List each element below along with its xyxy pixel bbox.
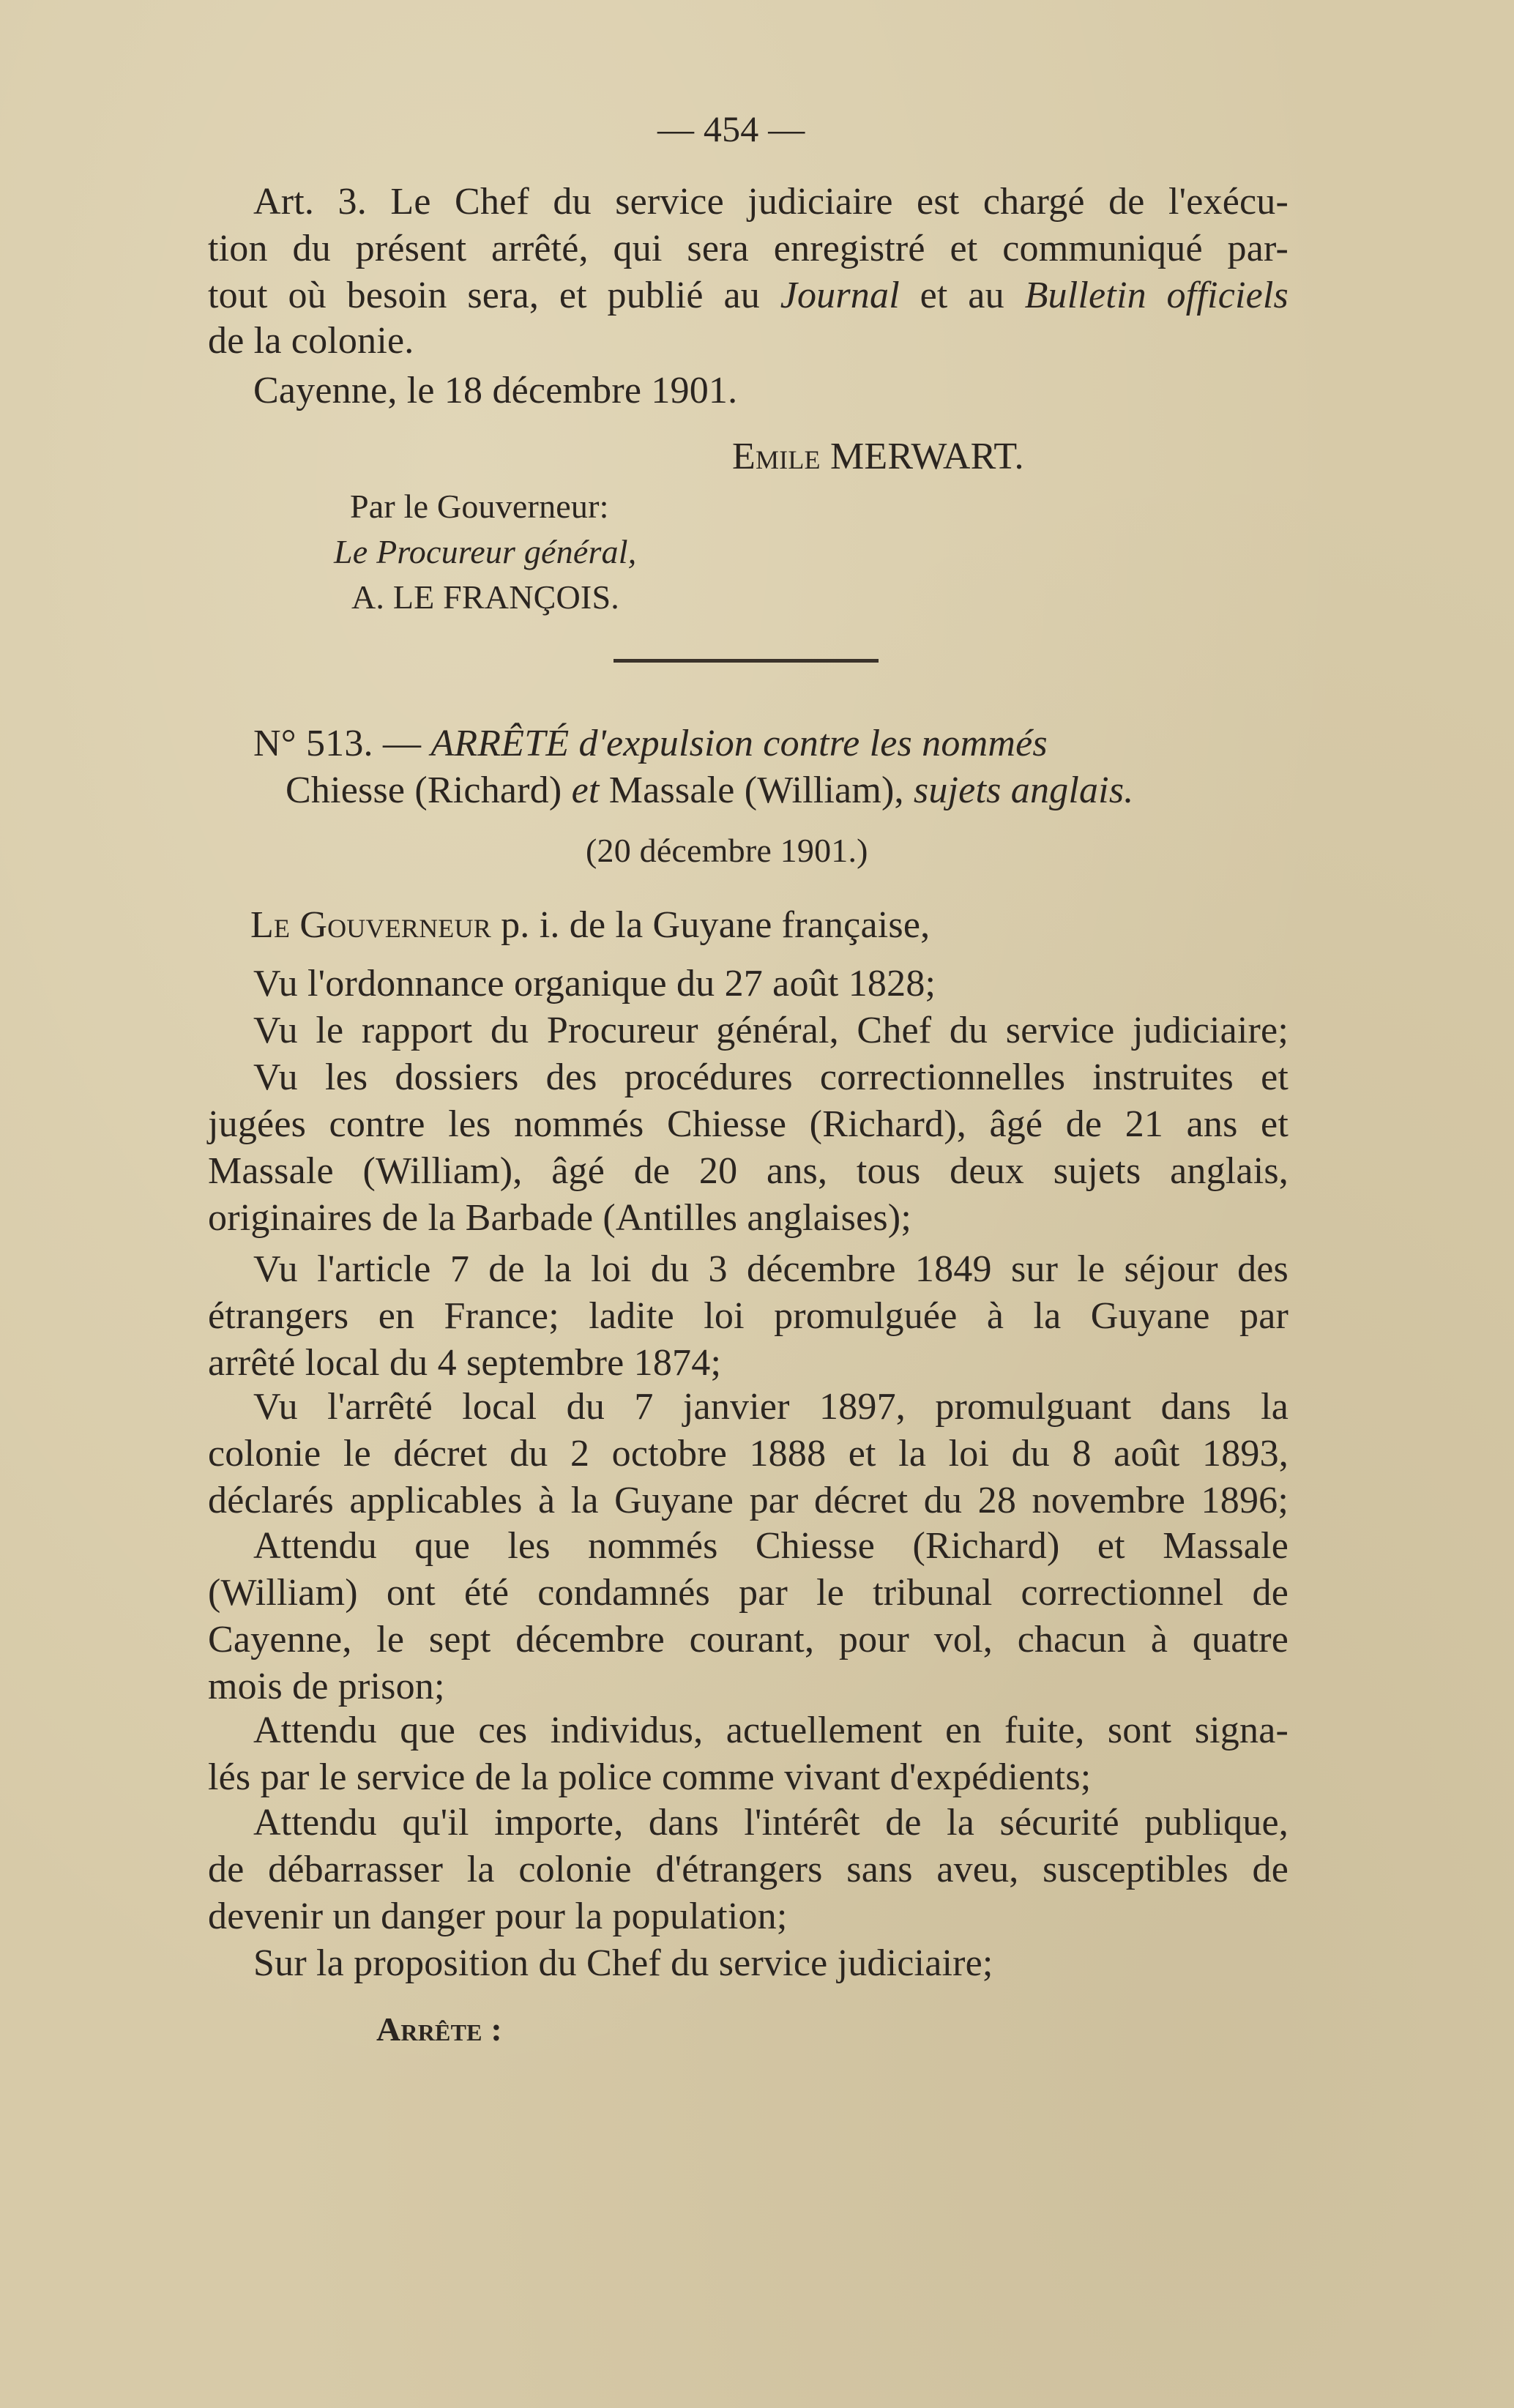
procureur-title: Le Procureur général,: [334, 533, 637, 570]
decree-heading-2-b: Massale (William),: [599, 769, 914, 811]
art3-line-3-a: tout où besoin sera, et publié au: [208, 275, 780, 316]
art3-line-4: de la colonie.: [208, 320, 414, 362]
vu-article-2: étrangers en France; ladite loi promulguée à la Guyane par: [208, 1295, 1289, 1337]
art3-line-1: Art. 3. Le Chef du service judiciaire est chargé de l'exécu-: [253, 181, 1289, 223]
page-number: — 454 —: [657, 108, 805, 149]
vu-dossiers-2: jugées contre les nommés Chiesse (Richard), âgé de 21 ans et: [208, 1103, 1289, 1145]
vu-dossiers-1: Vu les dossiers des procédures correctionnelles instruites et: [253, 1056, 1289, 1098]
attendu-condamnes-3: Cayenne, le sept décembre courant, pour vol, chacun à quatre: [208, 1619, 1289, 1660]
decree-heading-2: [286, 767, 1133, 814]
attendu-securite-2: de débarrasser la colonie d'étrangers sans aveu, susceptibles de: [208, 1849, 1289, 1890]
decree-date: (20 décembre 1901.): [586, 832, 868, 869]
attendu-securite-3: devenir un danger pour la population;: [208, 1896, 788, 1937]
art3-line-3-b: et au: [899, 275, 1025, 316]
signatory-name: Emile MERWART.: [732, 436, 1024, 477]
section-divider: [614, 659, 879, 663]
place-date: Cayenne, le 18 décembre 1901.: [253, 370, 738, 411]
gouverneur-rest: p. i. de la Guyane française,: [491, 904, 931, 946]
decree-heading-2-a: Chiesse (Richard): [286, 769, 572, 811]
decree-heading-2-et: et: [571, 769, 600, 811]
vu-ordonnance: Vu l'ordonnance organique du 27 août 1828;: [253, 963, 936, 1004]
par-le-gouverneur: Par le Gouverneur:: [350, 488, 609, 525]
gouverneur-line: [250, 902, 930, 949]
art3-line-3: [208, 272, 1289, 319]
attendu-fuite-1: Attendu que ces individus, actuellement en fuite, sont signa-: [253, 1710, 1289, 1751]
vu-dossiers-4: originaires de la Barbade (Antilles anglaises);: [208, 1197, 911, 1239]
attendu-securite-1: Attendu qu'il importe, dans l'intérêt de la sécurité publique,: [253, 1802, 1289, 1844]
decree-title: ARRÊTÉ d'expulsion contre les nommés: [430, 723, 1048, 764]
bulletin-ref: Bulletin officiels: [1024, 275, 1289, 316]
vu-arrete-2: colonie le décret du 2 octobre 1888 et la loi du 8 août 1893,: [208, 1433, 1289, 1475]
sur-la-proposition: Sur la proposition du Chef du service judiciaire;: [253, 1942, 993, 1984]
gouverneur-label: Le Gouverneur: [250, 904, 491, 946]
journal-ref: Journal: [780, 275, 900, 316]
art3-line-2: tion du présent arrêté, qui sera enregistré et communiqué par-: [208, 228, 1289, 269]
vu-arrete-1: Vu l'arrêté local du 7 janvier 1897, promulguant dans la: [253, 1386, 1289, 1428]
attendu-condamnes-4: mois de prison;: [208, 1666, 445, 1707]
vu-article-1: Vu l'article 7 de la loi du 3 décembre 1849 sur le séjour des: [253, 1248, 1289, 1290]
vu-arrete-3: déclarés applicables à la Guyane par décret du 28 novembre 1896;: [208, 1480, 1289, 1521]
decree-number: N° 513. —: [253, 723, 431, 764]
vu-article-3: arrêté local du 4 septembre 1874;: [208, 1342, 722, 1384]
attendu-fuite-2: lés par le service de la police comme vivant d'expédients;: [208, 1756, 1092, 1798]
vu-rapport: Vu le rapport du Procureur général, Chef du service judiciaire;: [253, 1010, 1289, 1051]
decree-heading-2-c: sujets anglais.: [913, 769, 1134, 811]
attendu-condamnes-2: (William) ont été condamnés par le tribunal correctionnel de: [208, 1572, 1289, 1614]
procureur-name: A. LE FRANÇOIS.: [351, 578, 619, 616]
vu-dossiers-3: Massale (William), âgé de 20 ans, tous deux sujets anglais,: [208, 1150, 1289, 1192]
attendu-condamnes-1: Attendu que les nommés Chiesse (Richard) et Massale: [253, 1525, 1289, 1567]
decree-heading-1: [253, 720, 1048, 767]
arrete-label: Arrête :: [376, 2010, 502, 2048]
